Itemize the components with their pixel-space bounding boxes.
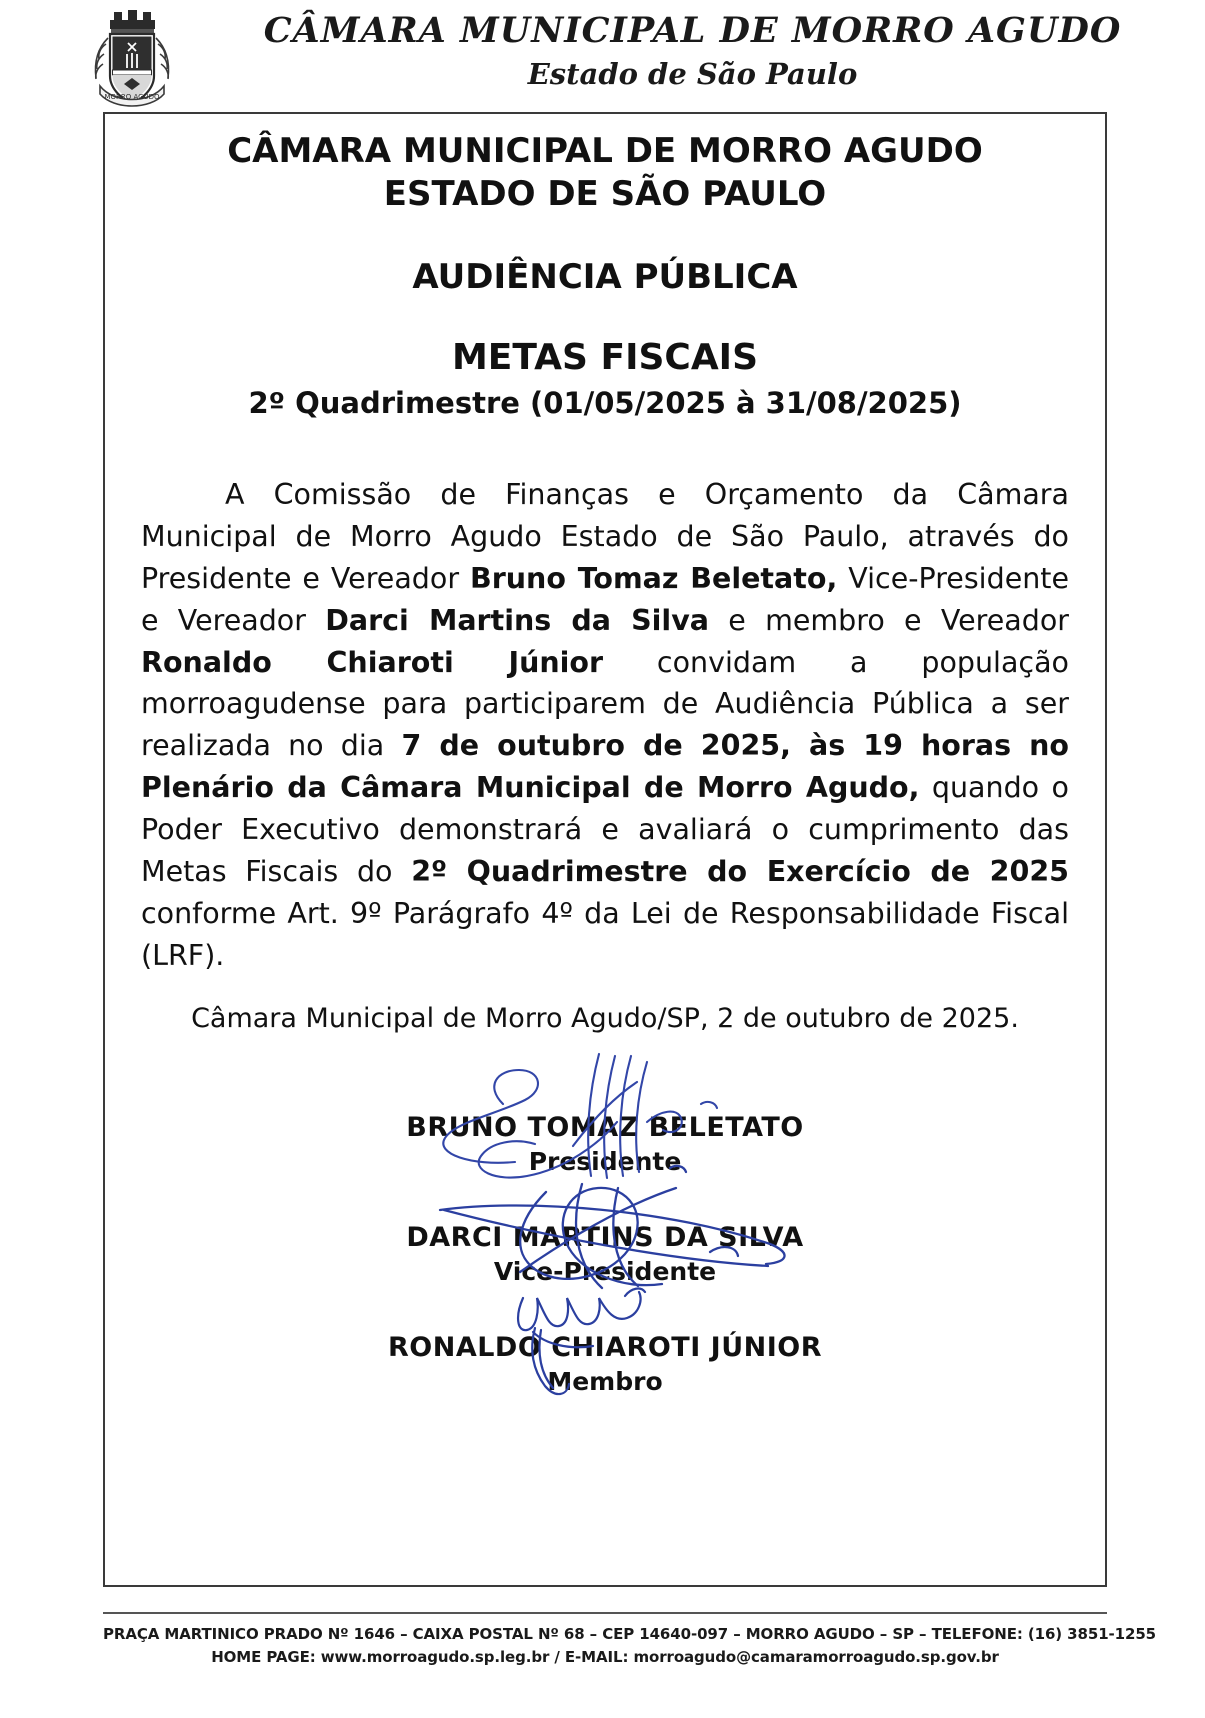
- signature-block-vice-president: [141, 1222, 1069, 1286]
- footer-divider: [103, 1612, 1107, 1614]
- footer-address-line: PRAÇA MARTINICO PRADO Nº 1646 – CAIXA POSTAL Nº 68 – CEP 14640-097 – MORRO AGUDO – SP – TELEFONE: (16) 3851-1255: [103, 1625, 1157, 1643]
- signature-role: Membro: [547, 1366, 663, 1396]
- body-text: A Comissão de Finanças e Orçamento da Câmara Municipal de Morro Agudo Estado de São Paulo, através do Presidente e Vereador: [141, 478, 1069, 595]
- signature-section: [141, 1112, 1069, 1396]
- footer-contact-line: [103, 1646, 1107, 1669]
- body-text: Vice-Presidente e Vereador: [141, 561, 1069, 637]
- heading-organization-line1: CÂMARA MUNICIPAL DE MORRO AGUDO: [227, 131, 983, 171]
- heading-subject: METAS FISCAIS: [451, 337, 759, 378]
- letterhead-title: CÂMARA MUNICIPAL DE MORRO AGUDO: [263, 10, 1122, 51]
- document-frame: [103, 112, 1107, 1587]
- heading-period: 2º Quadrimestre (01/05/2025 à 31/08/2025): [248, 386, 962, 420]
- signature-block-member: [141, 1332, 1069, 1396]
- body-text: quando o Poder Executivo demonstrará e avaliará o cumprimento das Metas Fiscais do: [141, 771, 1069, 889]
- footer-email-label: / E-MAIL:: [549, 1647, 634, 1666]
- body-emphasis: 7 de outubro de 2025, às 19 horas no Plenário da Câmara Municipal de Morro Agudo,: [141, 729, 1070, 805]
- signature-role: Vice-Presidente: [493, 1256, 717, 1286]
- letterhead: [0, 0, 1205, 112]
- body-paragraph: [141, 474, 1069, 977]
- footer-email-link[interactable]: morroagudo@camaramorroagudo.sp.gov.br: [633, 1647, 999, 1666]
- signature-name: RONALDO CHIAROTI JÚNIOR: [387, 1331, 823, 1363]
- signature-role: Presidente: [528, 1146, 682, 1176]
- signature-block-president: [141, 1112, 1069, 1176]
- page-footer: [103, 1612, 1157, 1668]
- footer-website-link[interactable]: www.morroagudo.sp.leg.br: [320, 1647, 550, 1666]
- body-text: convidam a população morroagudense para participarem de Audiência Pública a ser realizada no dia: [141, 645, 1069, 763]
- svg-text:MORRO AGUDO: MORRO AGUDO: [104, 93, 160, 101]
- dateline: Câmara Municipal de Morro Agudo/SP, 2 de outubro de 2025.: [191, 1002, 1019, 1034]
- heading-document-type: AUDIÊNCIA PÚBLICA: [412, 257, 798, 297]
- body-text: e membro e Vereador: [709, 603, 1069, 637]
- letterhead-subtitle: Estado de São Paulo: [527, 57, 858, 91]
- body-emphasis: Darci Martins da Silva: [325, 603, 710, 637]
- body-emphasis: 2º Quadrimestre do Exercício de 2025: [411, 855, 1069, 889]
- signature-name: BRUNO TOMAZ BELETATO: [406, 1111, 804, 1143]
- body-emphasis: Bruno Tomaz Beletato,: [469, 561, 838, 595]
- body-emphasis: Ronaldo Chiaroti Júnior: [141, 645, 604, 679]
- document-headings: [141, 130, 1069, 420]
- municipal-coat-of-arms-icon: [80, 4, 184, 112]
- footer-homepage-label: HOME PAGE:: [211, 1647, 321, 1666]
- body-text: conforme Art. 9º Parágrafo 4º da Lei de Responsabilidade Fiscal (LRF).: [141, 896, 1069, 972]
- heading-organization-line2: ESTADO DE SÃO PAULO: [383, 173, 827, 214]
- signature-name: DARCI MARTINS DA SILVA: [406, 1221, 804, 1253]
